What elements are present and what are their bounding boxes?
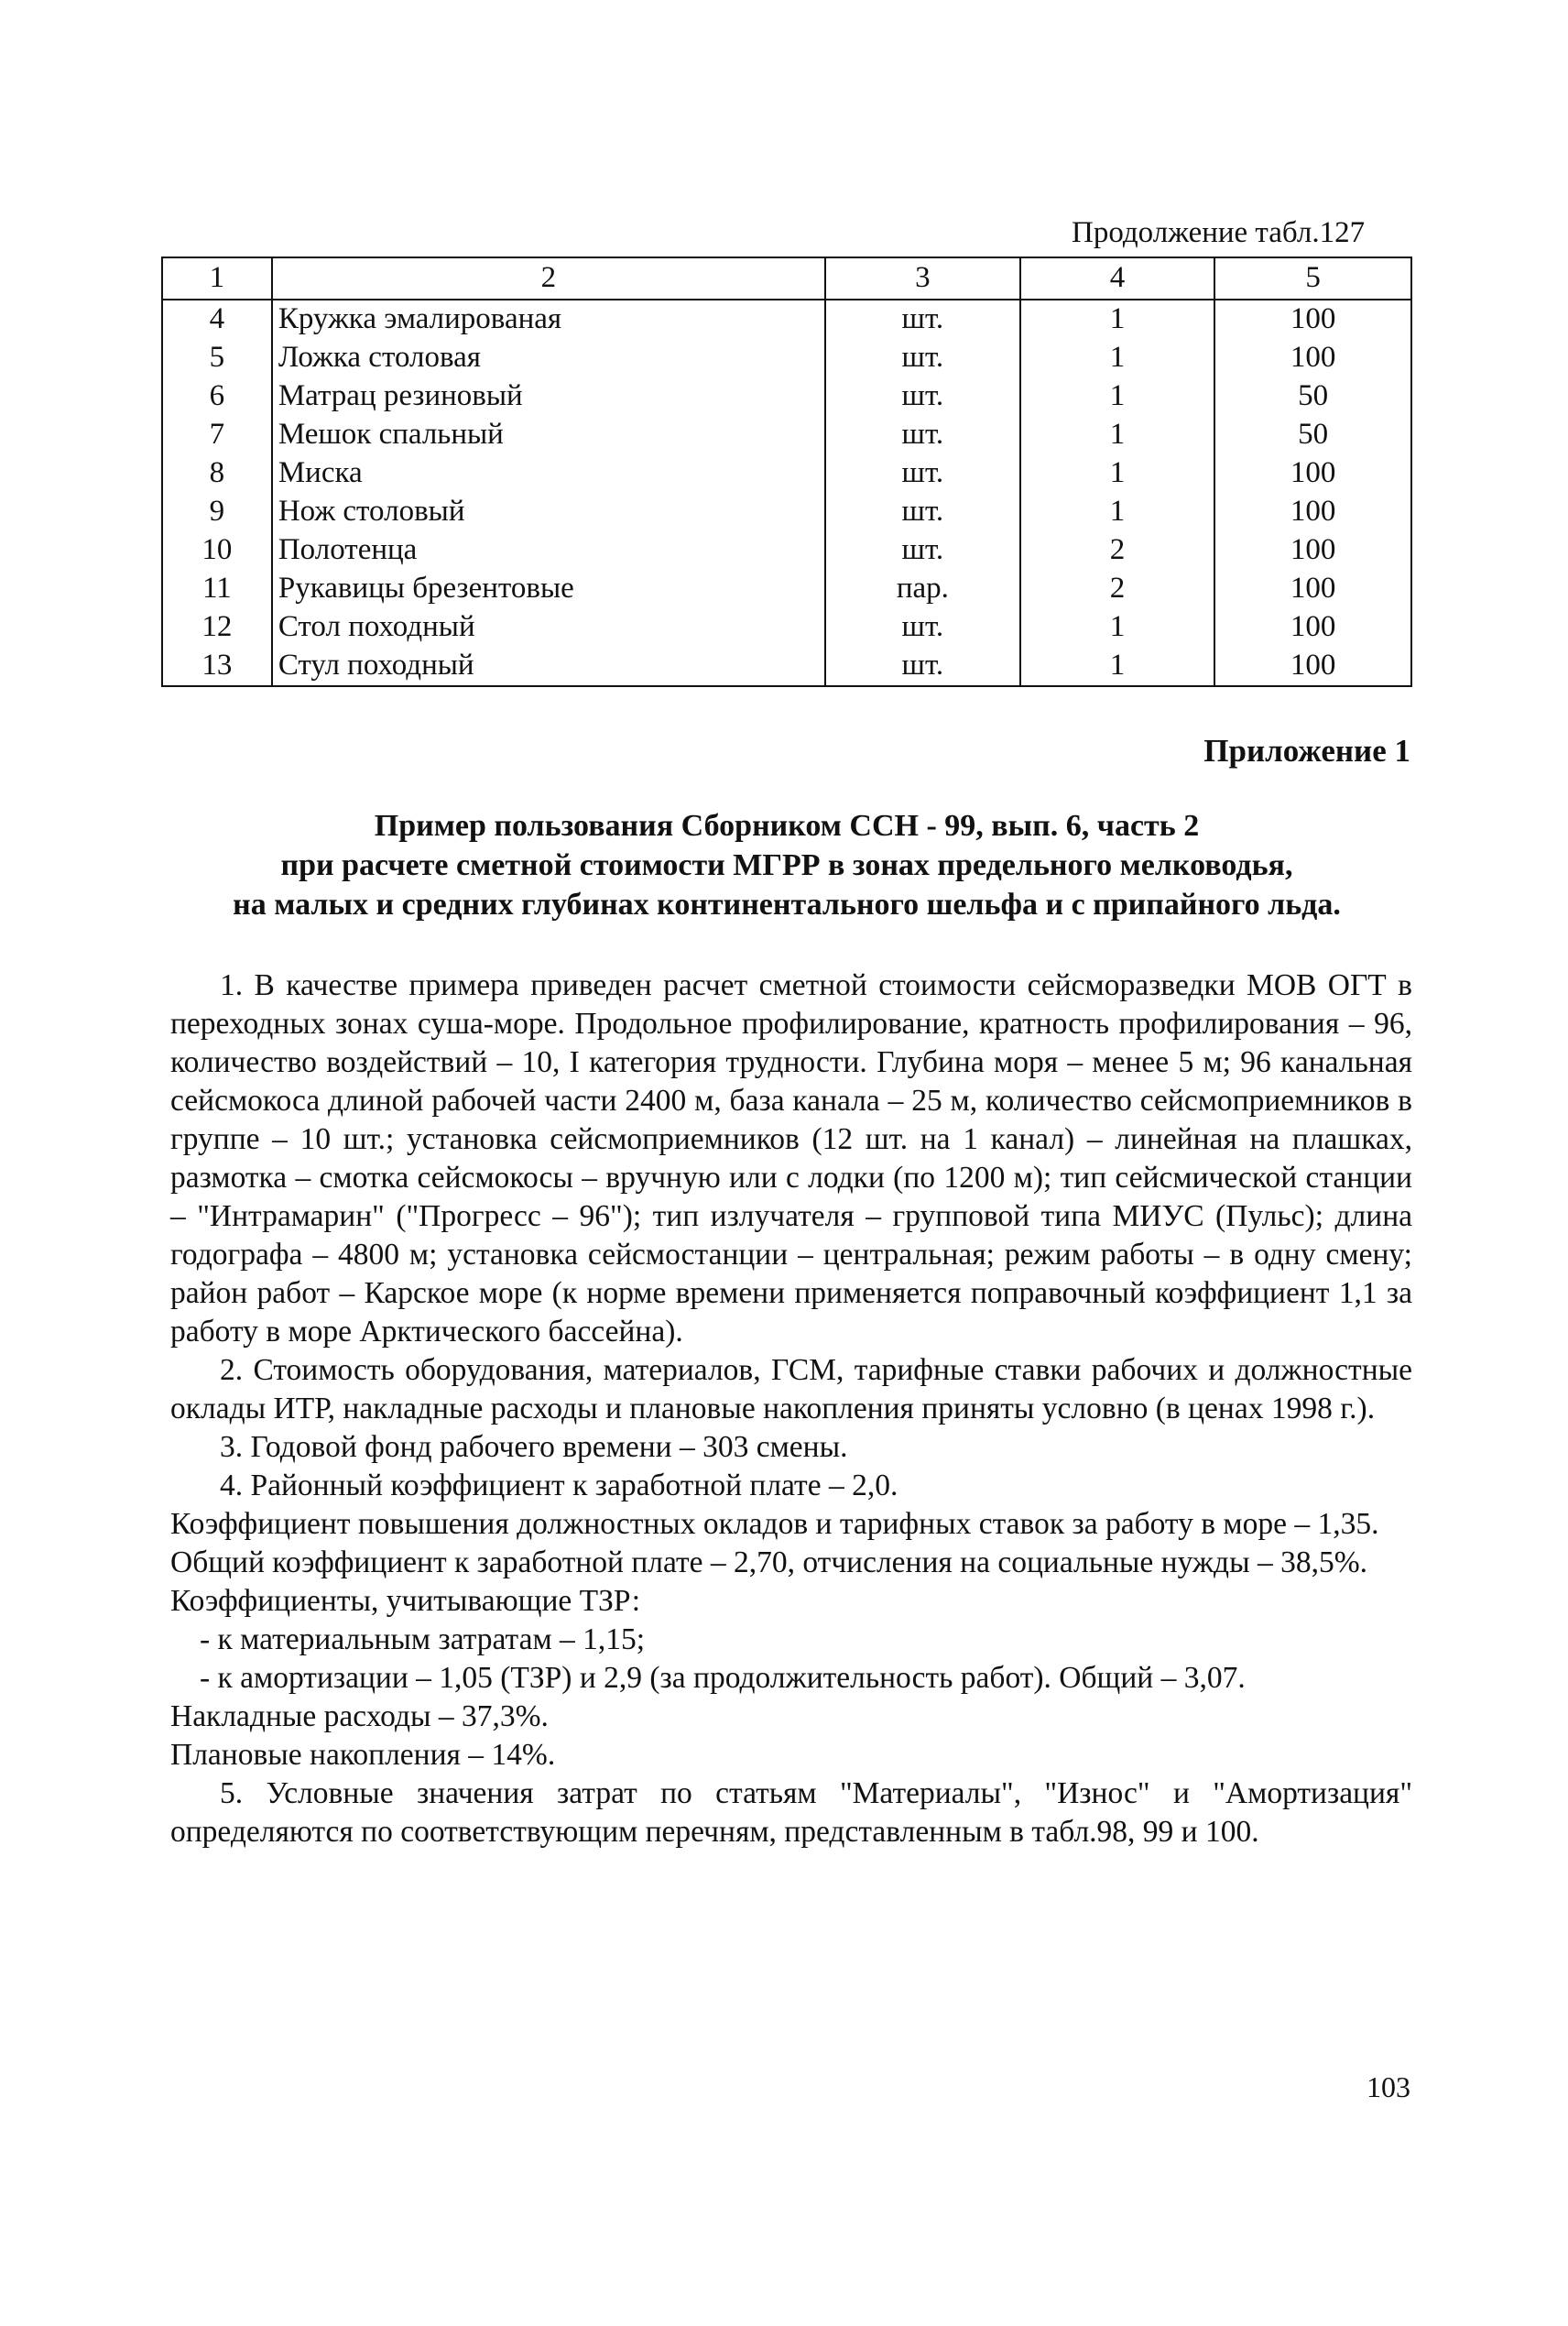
table-row xyxy=(162,454,1411,493)
item-name: Рукавицы брезентовые xyxy=(272,570,825,608)
item-unit: шт. xyxy=(825,377,1020,416)
item-value: 100 xyxy=(1214,647,1411,686)
row-number: 13 xyxy=(162,647,272,686)
equipment-table xyxy=(161,257,1412,687)
item-value: 50 xyxy=(1214,416,1411,454)
table-row xyxy=(162,300,1411,339)
body-text xyxy=(170,966,1412,1851)
header-col-5: 5 xyxy=(1214,257,1411,300)
table-row xyxy=(162,416,1411,454)
table-row xyxy=(162,339,1411,377)
paragraph: 4. Районный коэффициент к заработной плате – 2,0. xyxy=(220,1469,898,1502)
header-col-2: 2 xyxy=(272,257,825,300)
row-number: 6 xyxy=(162,377,272,416)
row-number: 11 xyxy=(162,570,272,608)
list-item: - к амортизации – 1,05 (ТЗР) и 2,9 (за продолжительность работ). Общий – 3,07. xyxy=(200,1661,1246,1695)
header-col-4: 4 xyxy=(1020,257,1215,300)
item-quantity: 1 xyxy=(1020,647,1215,686)
item-unit: шт. xyxy=(825,647,1020,686)
paragraph: Общий коэффициент к заработной плате – 2,70, отчисления на социальные нужды – 38,5%. xyxy=(170,1545,1368,1579)
row-number: 9 xyxy=(162,493,272,531)
item-unit: шт. xyxy=(825,454,1020,493)
item-value: 100 xyxy=(1214,493,1411,531)
title-line: при расчете сметной стоимости МГРР в зонах предельного мелководья, xyxy=(280,848,1293,882)
item-unit: шт. xyxy=(825,300,1020,339)
item-quantity: 1 xyxy=(1020,454,1215,493)
row-number: 5 xyxy=(162,339,272,377)
item-quantity: 1 xyxy=(1020,416,1215,454)
table-row xyxy=(162,493,1411,531)
item-quantity: 1 xyxy=(1020,493,1215,531)
item-name: Кружка эмалированая xyxy=(272,300,825,339)
item-unit: шт. xyxy=(825,531,1020,570)
item-quantity: 1 xyxy=(1020,608,1215,647)
item-name: Стол походный xyxy=(272,608,825,647)
table-caption: Продолжение табл.127 xyxy=(1072,216,1366,249)
page-number: 103 xyxy=(1367,2070,1410,2103)
paragraph: Накладные расходы – 37,3%. xyxy=(170,1699,549,1733)
table-row xyxy=(162,647,1411,686)
item-unit: шт. xyxy=(825,416,1020,454)
item-name: Матрац резиновый xyxy=(272,377,825,416)
row-number: 12 xyxy=(162,608,272,647)
item-unit: шт. xyxy=(825,339,1020,377)
table-row xyxy=(162,570,1411,608)
item-quantity: 2 xyxy=(1020,531,1215,570)
item-name: Полотенца xyxy=(272,531,825,570)
item-quantity: 2 xyxy=(1020,570,1215,608)
item-quantity: 1 xyxy=(1020,300,1215,339)
item-name: Ложка столовая xyxy=(272,339,825,377)
appendix-title xyxy=(161,806,1412,924)
row-number: 4 xyxy=(162,300,272,339)
paragraph: 3. Годовой фонд рабочего времени – 303 смены. xyxy=(220,1430,848,1464)
title-line: на малых и средних глубинах континентального шельфа и с припайного льда. xyxy=(233,888,1341,922)
paragraph: 2. Стоимость оборудования, материалов, ГСМ, тарифные ставки рабочих и должностные оклады ИТР, накладные расходы и плановые накопления приняты условно (в ценах 1998 г.). xyxy=(170,1353,1412,1425)
paragraph: Коэффициенты, учитывающие ТЗР: xyxy=(170,1584,641,1618)
item-value: 100 xyxy=(1214,339,1411,377)
paragraph: 1. В качестве примера приведен расчет сметной стоимости сейсморазведки МОВ ОГТ в переходных зонах суша-море. Продольное профилирование, кратность профилирования – 96, количество воздействий – 10, I категория трудности. Глубина моря – менее 5 м; 96 канальная сейсмокоса длиной рабочей части 2400 м, база канала – 25 м, количество сейсмоприемников в группе – 10 шт.; установка сейсмоприемников (12 шт. на 1 канал) – линейная на плашках, размотка – смотка сейсмокосы – вручную или с лодки (по 1200 м); тип сейсмической станции – "Интрамарин" ("Прогресс – 96"); тип излучателя – групповой типа МИУС (Пульс); длина годографа – 4800 м; установка сейсмостанции – центральная; режим работы – в одну смену; район работ – Карское море (к норме времени применяется поправочный коэффициент 1,1 за работу в море Арктического бассейна). xyxy=(170,968,1412,1349)
title-line: Пример пользования Сборником ССН - 99, вып. 6, часть 2 xyxy=(374,809,1200,843)
item-value: 100 xyxy=(1214,454,1411,493)
table-row xyxy=(162,531,1411,570)
table-header-row xyxy=(162,257,1411,300)
item-name: Мешок спальный xyxy=(272,416,825,454)
item-name: Стул походный xyxy=(272,647,825,686)
header-col-1: 1 xyxy=(162,257,272,300)
header-col-3: 3 xyxy=(825,257,1020,300)
paragraph: Плановые накопления – 14%. xyxy=(170,1738,556,1772)
item-value: 100 xyxy=(1214,570,1411,608)
row-number: 10 xyxy=(162,531,272,570)
item-value: 100 xyxy=(1214,531,1411,570)
appendix-label: Приложение 1 xyxy=(1203,733,1410,769)
row-number: 8 xyxy=(162,454,272,493)
item-value: 50 xyxy=(1214,377,1411,416)
table-row xyxy=(162,608,1411,647)
paragraph: 5. Условные значения затрат по статьям "Материалы", "Износ" и "Амортизация" определяются по соответствующим перечням, представленным в табл.98, 99 и 100. xyxy=(170,1776,1412,1849)
list-item: - к материальным затратам – 1,15; xyxy=(200,1622,646,1656)
item-unit: шт. xyxy=(825,493,1020,531)
row-number: 7 xyxy=(162,416,272,454)
paragraph: Коэффициент повышения должностных окладов и тарифных ставок за работу в море – 1,35. xyxy=(170,1507,1379,1541)
table-row xyxy=(162,377,1411,416)
item-name: Миска xyxy=(272,454,825,493)
item-name: Нож столовый xyxy=(272,493,825,531)
item-quantity: 1 xyxy=(1020,377,1215,416)
item-quantity: 1 xyxy=(1020,339,1215,377)
item-unit: шт. xyxy=(825,608,1020,647)
item-value: 100 xyxy=(1214,608,1411,647)
item-value: 100 xyxy=(1214,300,1411,339)
item-unit: пар. xyxy=(825,570,1020,608)
